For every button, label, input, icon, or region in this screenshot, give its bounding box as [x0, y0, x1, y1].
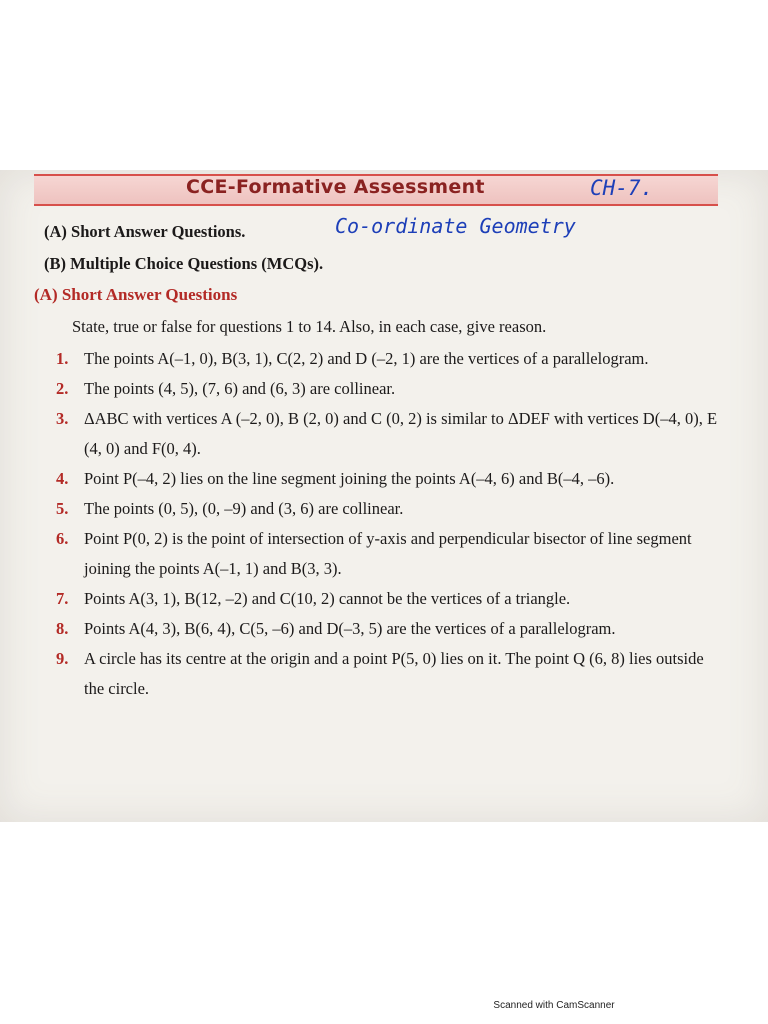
scan-watermark: Scanned with CamScanner	[493, 1000, 615, 1011]
question-text: The points (0, 5), (0, –9) and (3, 6) are collinear.	[84, 499, 404, 518]
intro-line-a: (A) Short Answer Questions.	[44, 222, 246, 241]
question-number: 3.	[56, 409, 69, 428]
question-item	[56, 644, 720, 704]
question-item	[56, 494, 720, 524]
handwritten-topic: Co-ordinate Geometry	[335, 214, 576, 238]
question-text: Point P(–4, 2) lies on the line segment joining the points A(–4, 6) and B(–4, –6).	[84, 469, 615, 488]
section-heading: (A) Short Answer Questions	[34, 285, 238, 304]
question-text: Points A(4, 3), B(6, 4), C(5, –6) and D(–3, 5) are the vertices of a parallelogram.	[84, 619, 616, 638]
question-item	[56, 524, 720, 584]
question-number: 1.	[56, 349, 69, 368]
question-number: 5.	[56, 499, 69, 518]
question-number: 9.	[56, 649, 69, 668]
question-text: A circle has its centre at the origin and a point P(5, 0) lies on it. The point Q (6, 8) lies outside the circle.	[84, 649, 704, 698]
question-item	[56, 584, 720, 614]
question-number: 6.	[56, 529, 69, 548]
question-number: 4.	[56, 469, 69, 488]
question-number: 2.	[56, 379, 69, 398]
question-item	[56, 344, 720, 374]
scanned-page	[0, 170, 768, 822]
intro-line-b: (B) Multiple Choice Questions (MCQs).	[44, 254, 324, 273]
section-instruction: State, true or false for questions 1 to 14. Also, in each case, give reason.	[72, 317, 547, 336]
question-text: Points A(3, 1), B(12, –2) and C(10, 2) cannot be the vertices of a triangle.	[84, 589, 571, 608]
question-text: ΔABC with vertices A (–2, 0), B (2, 0) and C (0, 2) is similar to ΔDEF with vertices D(–4, 0), E (4, 0) and F(0, 4).	[84, 409, 718, 458]
question-item	[56, 374, 720, 404]
question-item	[56, 464, 720, 494]
question-item	[56, 404, 720, 464]
question-text: The points (4, 5), (7, 6) and (6, 3) are collinear.	[84, 379, 396, 398]
page-title: CCE-Formative Assessment	[186, 176, 485, 198]
handwritten-chapter: CH-7.	[590, 176, 654, 200]
question-number: 7.	[56, 589, 69, 608]
question-text: Point P(0, 2) is the point of intersection of y-axis and perpendicular bisector of line segment joining the points A(–1, 1) and B(3, 3).	[84, 529, 692, 578]
question-item	[56, 614, 720, 644]
question-number: 8.	[56, 619, 69, 638]
question-list	[56, 344, 720, 704]
question-text: The points A(–1, 0), B(3, 1), C(2, 2) and D (–2, 1) are the vertices of a parallelogram.	[84, 349, 649, 368]
